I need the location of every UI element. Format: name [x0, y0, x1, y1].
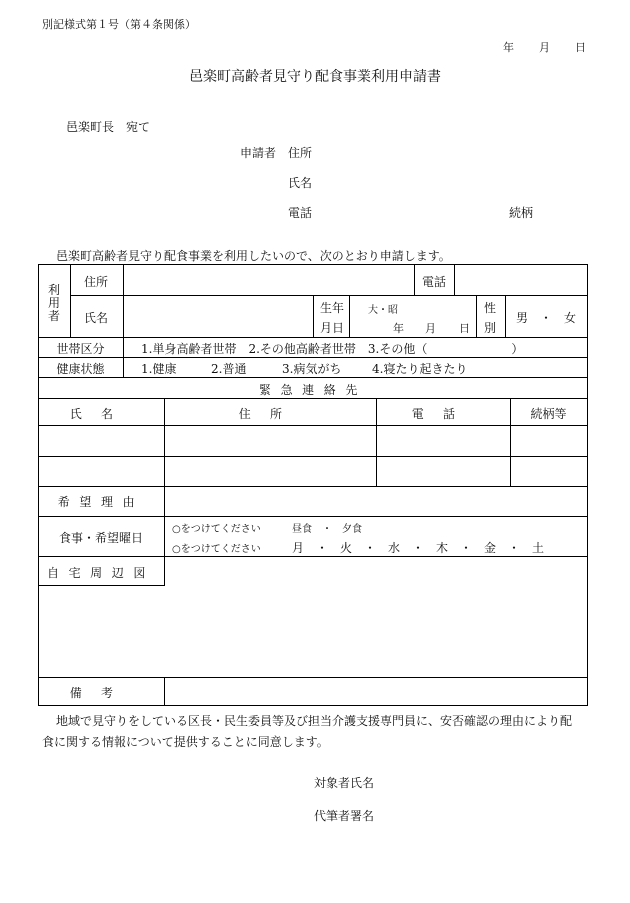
- user-name-label: 氏名: [84, 311, 109, 325]
- user-side-label: 利 用 者: [47, 283, 60, 323]
- proxy-signature-label: 代筆者署名: [314, 809, 375, 823]
- household-options: 1.単身高齢者世帯 2.その他高齢者世帯 3.その他（ ）: [141, 342, 524, 356]
- emergency-col-phone: 電話: [411, 407, 475, 421]
- emergency-col-address: 住所: [238, 407, 302, 421]
- health-option-3: 3.病気がち: [282, 362, 342, 376]
- health-option-4: 4.寝たり起きたり: [372, 362, 468, 376]
- date-day-label: 日: [575, 41, 586, 54]
- sex-options: 男 ・ 女: [515, 311, 576, 325]
- home-map-label: 自宅周辺図: [46, 566, 155, 580]
- birth-era-options: 大・昭: [368, 305, 398, 316]
- applicant-label: 申請者: [240, 146, 277, 160]
- birth-label-bottom: 月日: [320, 321, 345, 335]
- meals-label: 食事・希望曜日: [58, 531, 143, 545]
- household-label: 世帯区分: [56, 342, 105, 356]
- document-title: 邑楽町高齢者見守り配食事業利用申請書: [189, 69, 441, 85]
- meal-time-options: 昼食 ・ 夕食: [292, 524, 362, 535]
- form-number: 別記様式第１号（第４条関係）: [42, 18, 196, 31]
- applicant-phone-label: 電話: [288, 206, 313, 220]
- consent-line-2: 食に関する情報について提供することに同意します。: [42, 735, 329, 749]
- user-phone-label: 電話: [422, 275, 447, 289]
- sex-label-bottom: 別: [484, 321, 497, 335]
- emergency-contact-title: 緊急連絡先: [258, 383, 367, 397]
- health-option-1: 1.健康: [141, 362, 177, 376]
- wish-reason-label: 希望理由: [57, 495, 145, 509]
- birth-label-top: 生年: [320, 301, 345, 315]
- health-option-2: 2.普通: [211, 362, 247, 376]
- health-label: 健康状態: [56, 362, 105, 376]
- emergency-col-relation: 続柄等: [530, 407, 567, 421]
- meals-instruction-1: ○をつけてください: [172, 524, 261, 535]
- applicant-relation-label: 続柄: [509, 206, 534, 220]
- date-year-label: 年: [503, 41, 514, 54]
- remarks-label: 備考: [69, 686, 133, 700]
- emergency-col-name: 氏名: [69, 407, 133, 421]
- date-month-label: 月: [539, 41, 550, 54]
- birth-day-label: 日: [459, 322, 470, 335]
- sex-label-top: 性: [484, 301, 497, 315]
- applicant-address-label: 住所: [288, 146, 313, 160]
- birth-month-label: 月: [425, 322, 436, 335]
- user-address-label: 住所: [84, 275, 109, 289]
- intro-text: 邑楽町高齢者見守り配食事業を利用したいので、次のとおり申請します。: [56, 249, 451, 263]
- birth-year-label: 年: [393, 322, 404, 335]
- meals-instruction-2: ○をつけてください: [172, 544, 261, 555]
- addressee: 邑楽町長 宛て: [66, 120, 151, 134]
- consent-line-1: 地域で見守りをしている区長・民生委員等及び担当介護支援専門員に、安否確認の理由により配: [56, 714, 573, 728]
- subject-name-label: 対象者氏名: [314, 776, 375, 790]
- weekday-options: 月 ・ 火 ・ 水 ・ 木 ・ 金 ・ 土: [292, 541, 545, 555]
- applicant-name-label: 氏名: [288, 176, 313, 190]
